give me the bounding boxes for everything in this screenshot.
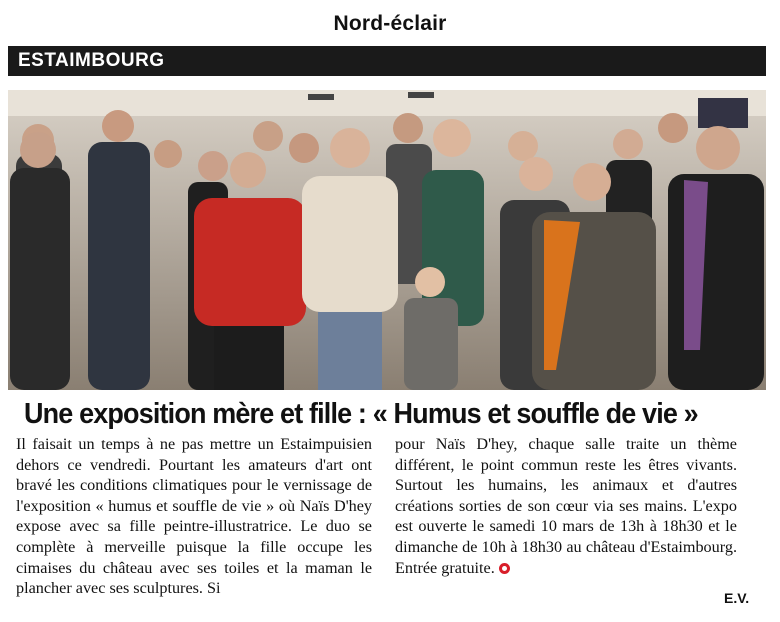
section-label: ESTAIMBOURG (18, 50, 165, 71)
article-column-2-text: pour Naïs D'hey, chaque salle traite un thème différent, le point commun reste les êtres vivants. Surtout les humains, les animaux et d'autres créations sorties de son cœur via ses mains. L'expo est ouverte le samedi 10 mars de 13h à 18h30 et le dimanche de 10h à 18h30 au château d'Estaimbourg. Entrée gratuite. (395, 435, 737, 577)
end-mark-icon (499, 563, 510, 574)
article-headline: Une exposition mère et fille : « Humus et souffle de vie » (24, 398, 698, 430)
article-column-1: Il faisait un temps à ne pas mettre un Estaimpuisien dehors ce vendredi. Pourtant les amateurs d'art ont bravé les conditions climatiques pour le vernissage de l'exposition « humus et souffle de vie » où Naïs D'hey expose avec sa fille peintre-illustratrice. Le duo se complète à merveille puisque la fille occupe les cimaises du château avec ses toiles et la maman le plancher avec ses sculptures. Si (16, 435, 372, 598)
article-byline: E.V. (724, 590, 750, 606)
section-bar (8, 46, 766, 76)
newspaper-masthead: Nord-éclair (333, 12, 447, 35)
article-column-2 (395, 434, 737, 578)
group-photo (8, 90, 766, 390)
